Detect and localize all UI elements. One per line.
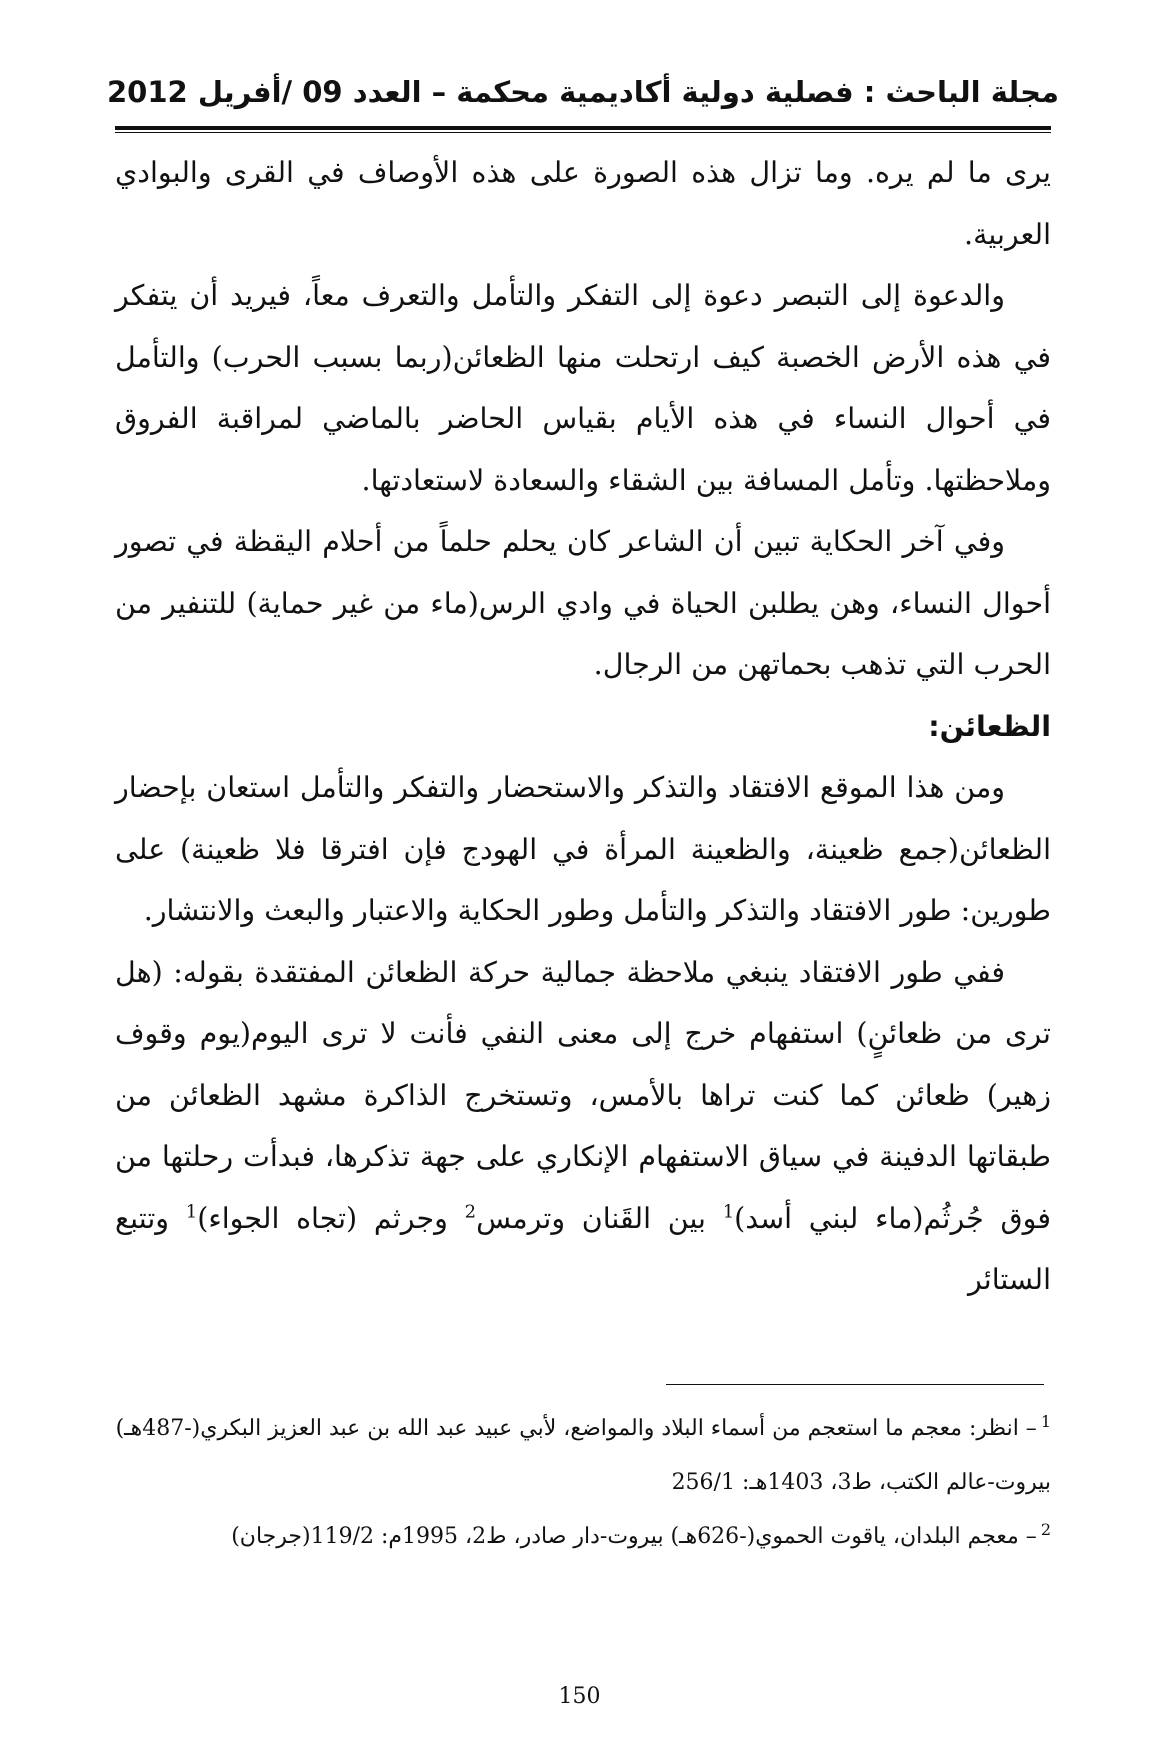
paragraph xyxy=(115,942,1051,1311)
footnote-number: 2 xyxy=(1040,1519,1051,1539)
footnotes xyxy=(115,1402,1051,1564)
footnote xyxy=(115,1510,1051,1564)
paragraph: ومن هذا الموقع الافتقاد والتذكر والاستحضار والتفكر والتأمل استعان بإحضار الظعائن(جمع ظعينة، والظعينة المرأة في الهودج فإن افترقا فلا ظعينة) على طورين: طور الافتقاد والتذكر والتأمل وطور الحكاية والاعتبار والبعث والانتشار. xyxy=(115,771,1051,927)
paragraph-text: بين القَنان وترمس xyxy=(476,1201,723,1235)
footnote-ref[interactable]: 2 xyxy=(464,1201,477,1222)
footnote-ref[interactable]: 1 xyxy=(722,1201,735,1222)
footnote-text: – انظر: معجم ما استعجم من أسماء البلاد والمواضع، لأبي عبيد عبد الله بن عبد العزيز البكري(-487هـ) بيروت-عالم الكتب، ط3، 1403هـ: 256/1 xyxy=(115,1416,1051,1495)
footnote-separator xyxy=(666,1384,1044,1385)
paragraph: يرى ما لم يره. وما تزال هذه الصورة على هذه الأوصاف في القرى والبوادي العربية. xyxy=(115,156,1051,251)
footnote-text: – معجم البلدان، ياقوت الحموي(-626هـ) بيروت-دار صادر، ط2، 1995م: 119/2(جرجان) xyxy=(231,1524,1037,1549)
footnote-ref[interactable]: 1 xyxy=(185,1201,198,1222)
section-heading: الظعائن: xyxy=(928,709,1051,743)
header-title: مجلة الباحث : فصلية دولية أكاديمية محكمة – العدد 09 /أفريل 2012 xyxy=(107,75,1059,109)
paragraph-text: وتتبع الستائر xyxy=(115,1201,1051,1296)
paragraph-text: وجرثم (تجاه الجواء) xyxy=(197,1201,465,1235)
running-header xyxy=(107,62,1059,122)
paragraph-text: ففي طور الافتقاد ينبغي ملاحظة جمالية حركة الظعائن المفتقدة بقوله: (هل ترى من ظعائنٍ) استفهام خرج إلى معنى النفي فأنت لا ترى اليوم(يوم وقوف زهير) ظعائن كما كنت تراها بالأمس، وتستخرج الذاكرة مشهد الظعائن من طبقاتها الدفينة في سياق الاستفهام الإنكاري على جهة تذكرها، فبدأت رحلتها من فوق جُرثُم(ماء لبني أسد) xyxy=(115,955,1051,1235)
page-number: 150 xyxy=(558,1684,601,1709)
paragraph: والدعوة إلى التبصر دعوة إلى التفكر والتأمل والتعرف معاً، فيريد أن يتفكر في هذه الأرض الخصبة كيف ارتحلت منها الظعائن(ربما بسبب الحرب) والتأمل في أحوال النساء في هذه الأيام بقياس الحاضر بالماضي لمراقبة الفروق وملاحظتها. وتأمل المسافة بين الشقاء والسعادة لاستعادتها. xyxy=(115,279,1051,497)
body-text xyxy=(115,142,1051,1311)
footnote-number: 1 xyxy=(1040,1411,1051,1431)
header-rule-thick xyxy=(115,126,1051,130)
paragraph: وفي آخر الحكاية تبين أن الشاعر كان يحلم حلماً من أحلام اليقظة في تصور أحوال النساء، وهن يطلبن الحياة في وادي الرس(ماء من غير حماية) للتنفير من الحرب التي تذهب بحماتهن من الرجال. xyxy=(115,525,1051,681)
header-rule-thin xyxy=(115,132,1051,133)
footnote xyxy=(115,1402,1051,1510)
